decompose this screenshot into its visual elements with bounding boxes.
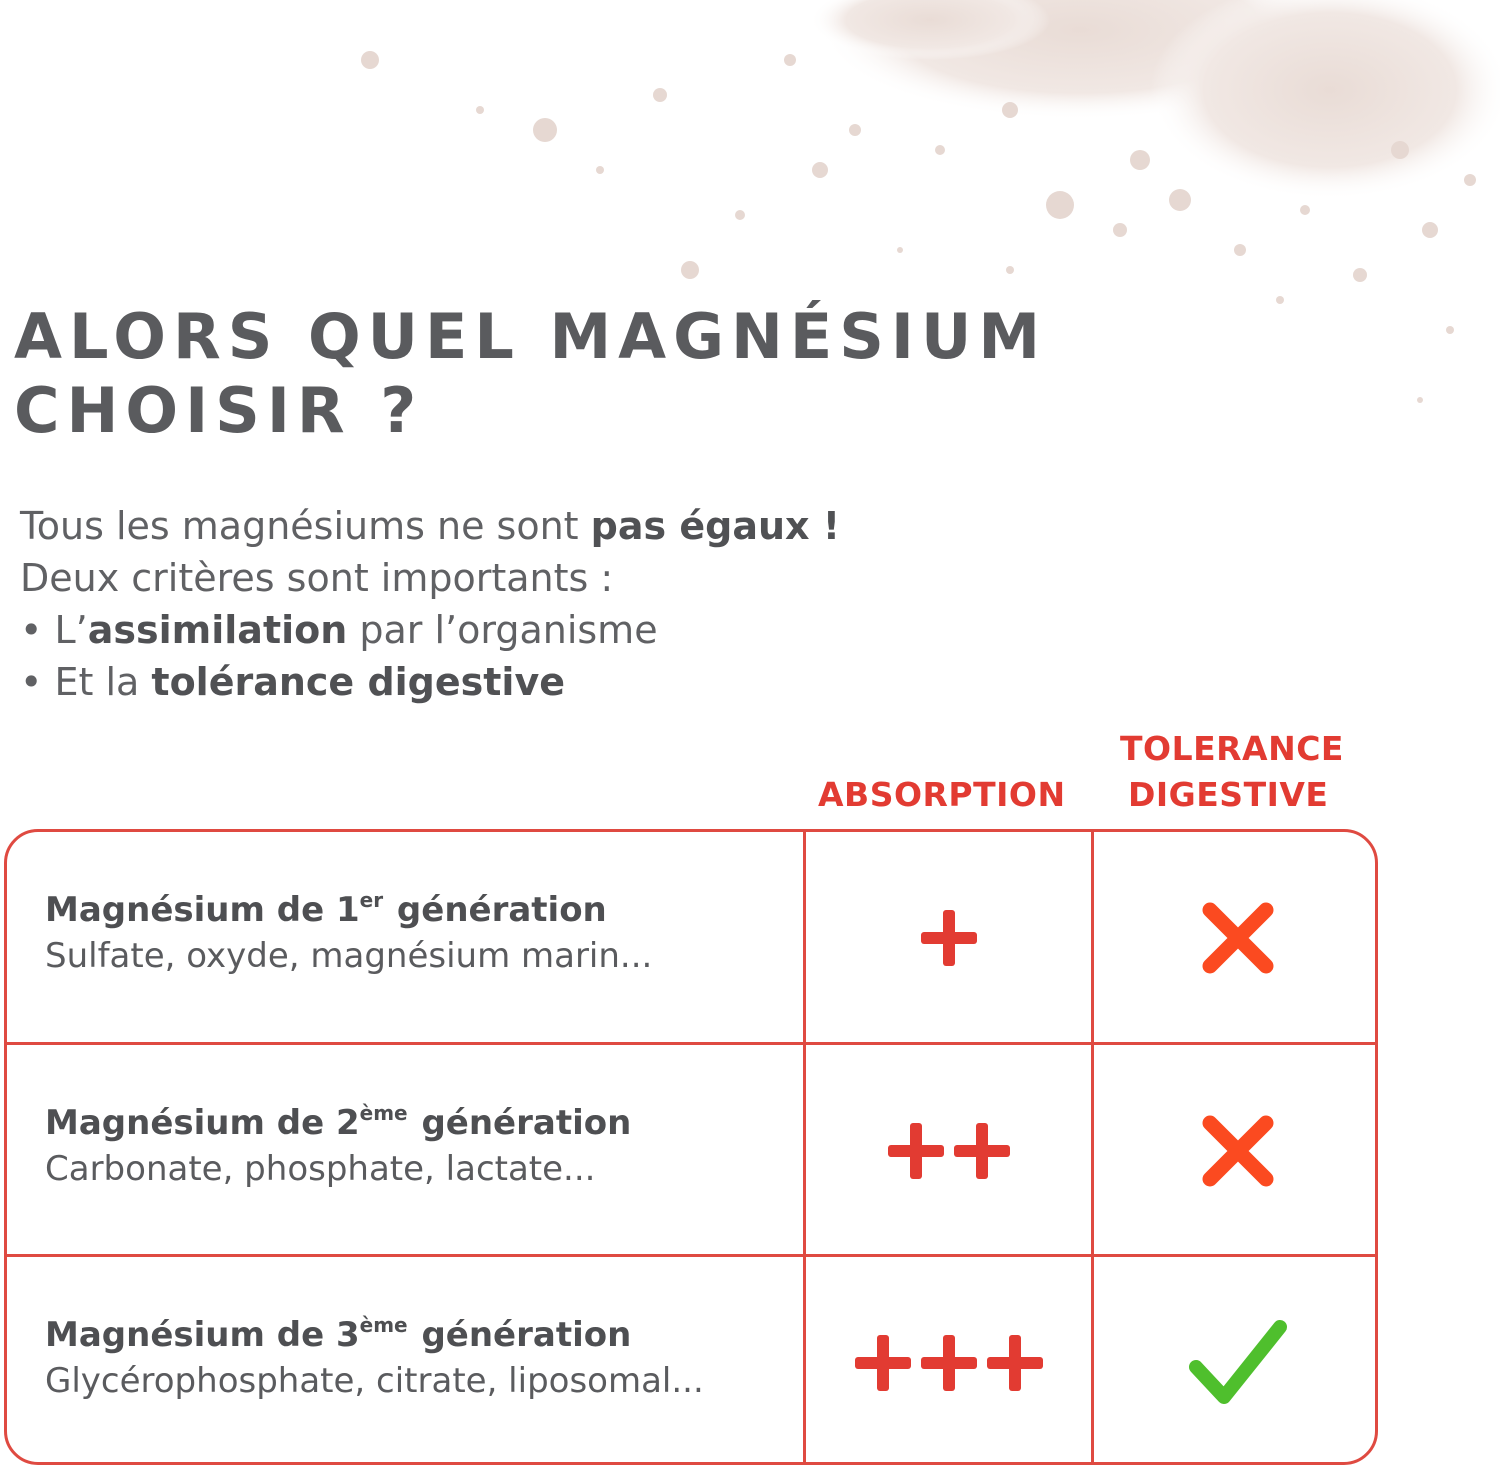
row-subtitle: Sulfate, oxyde, magnésium marin... bbox=[45, 936, 653, 976]
column-header-absorption bbox=[818, 772, 1066, 818]
table-row bbox=[7, 1254, 1375, 1465]
plus-icon bbox=[983, 1331, 1047, 1395]
title-line-2: CHOISIR ? bbox=[14, 374, 424, 447]
intro-bullet-1-suffix: par l’organisme bbox=[347, 608, 658, 652]
row-title-sup: ème bbox=[359, 1313, 408, 1337]
row-title-text: Magnésium de 3 bbox=[45, 1315, 360, 1355]
column-header-absorption-label: ABSORPTION bbox=[818, 775, 1066, 814]
cross-icon bbox=[1198, 898, 1278, 978]
plus-icon bbox=[851, 1331, 915, 1395]
intro-line-1-text: Tous les magnésiums ne sont bbox=[20, 504, 591, 548]
intro-line-1-bold: pas égaux ! bbox=[590, 504, 841, 548]
comparison-table bbox=[4, 829, 1378, 1465]
table-row bbox=[7, 1042, 1375, 1257]
row-subtitle: Glycérophosphate, citrate, liposomal... bbox=[45, 1361, 704, 1401]
intro-bullet-2 bbox=[20, 656, 840, 708]
absorption-cell bbox=[806, 832, 1091, 1044]
cross-icon bbox=[1198, 1111, 1278, 1191]
plus-icon bbox=[950, 1119, 1014, 1183]
intro-bullet-1 bbox=[20, 604, 840, 656]
column-header-tolerance bbox=[1120, 726, 1344, 818]
intro-line-1 bbox=[20, 500, 840, 552]
row-subtitle: Carbonate, phosphate, lactate... bbox=[45, 1149, 596, 1189]
row-title-suffix: génération bbox=[409, 1103, 632, 1143]
row-title-text: Magnésium de 2 bbox=[45, 1103, 360, 1143]
tolerance-cell bbox=[1094, 1045, 1378, 1257]
absorption-cell bbox=[806, 1045, 1091, 1257]
row-title bbox=[45, 888, 607, 930]
intro-bullet-1-prefix: • L’ bbox=[20, 608, 88, 652]
plus-icon bbox=[917, 1331, 981, 1395]
title-line-1: ALORS QUEL MAGNÉSIUM bbox=[14, 300, 1048, 373]
plus-icon bbox=[917, 906, 981, 970]
intro-bullet-2-bold: tolérance digestive bbox=[151, 660, 565, 704]
column-header-tolerance-line-2: DIGESTIVE bbox=[1128, 775, 1329, 814]
row-title-suffix: génération bbox=[409, 1315, 632, 1355]
row-title-sup: er bbox=[359, 888, 384, 912]
tolerance-cell bbox=[1094, 1257, 1378, 1465]
intro-line-2: Deux critères sont importants : bbox=[20, 556, 614, 600]
page-title bbox=[14, 300, 1047, 448]
table-row bbox=[7, 832, 1375, 1044]
column-header-tolerance-line-1: TOLERANCE bbox=[1120, 729, 1344, 768]
row-title bbox=[45, 1101, 631, 1143]
row-title-text: Magnésium de 1 bbox=[45, 890, 360, 930]
row-title-sup: ème bbox=[359, 1101, 408, 1125]
intro-bullet-1-bold: assimilation bbox=[87, 608, 348, 652]
plus-icon bbox=[884, 1119, 948, 1183]
tolerance-cell bbox=[1094, 832, 1378, 1044]
intro-text bbox=[20, 500, 840, 708]
row-title bbox=[45, 1313, 631, 1355]
check-icon bbox=[1186, 1317, 1290, 1409]
row-title-suffix: génération bbox=[385, 890, 607, 930]
absorption-cell bbox=[806, 1257, 1091, 1465]
intro-bullet-2-prefix: • Et la bbox=[20, 660, 152, 704]
